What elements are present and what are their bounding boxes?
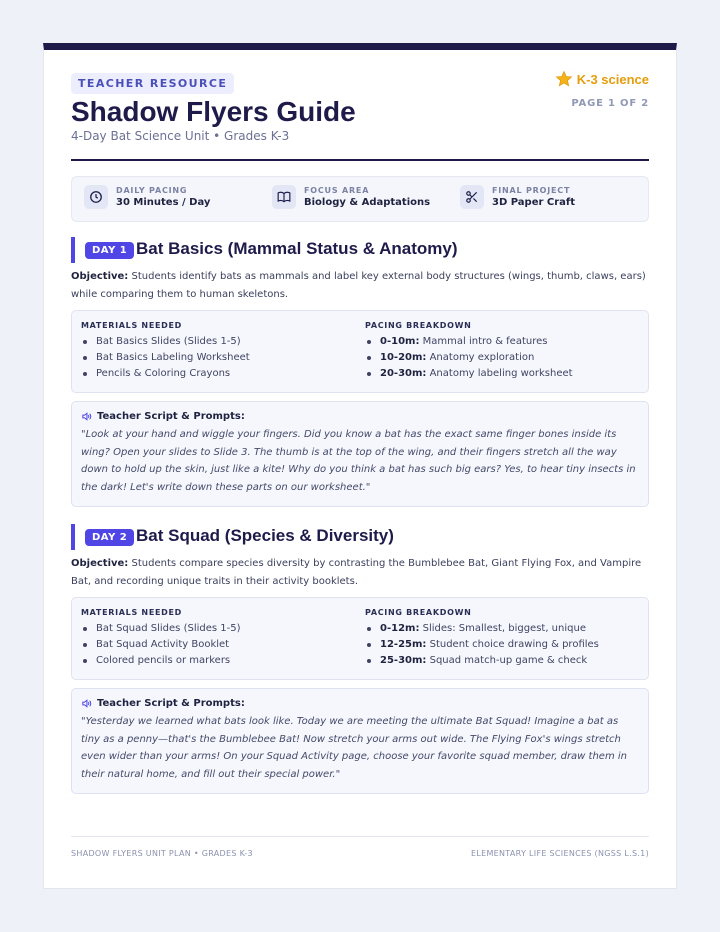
materials-heading: MATERIALS NEEDED (81, 608, 182, 617)
footer-divider (71, 836, 649, 837)
day-title: Bat Basics (Mammal Status & Anatomy) (136, 239, 458, 258)
stat-value: 30 Minutes / Day (116, 197, 211, 208)
list-item (365, 653, 599, 669)
resource-tag: TEACHER RESOURCE (71, 73, 234, 94)
day-1-details (71, 310, 649, 393)
list-item (365, 637, 599, 653)
pacing-time: 0-10m: (380, 336, 420, 347)
document-page (43, 43, 677, 889)
unit-stats (71, 176, 649, 222)
script-text: "Look at your hand and wiggle your fingers. Did you know a bat has the exact same finger bones inside its wing? Open your slides to Slide 3. The thumb is at the top of the wing, and their fingers stretch all the way down to hold up the skin, just like a kite! Why do you think a bat has such big ears? Yes, to hear tiny insects in the dark! Let's write down these parts on our worksheet." (81, 429, 636, 493)
stat-label: DAILY PACING (116, 186, 188, 195)
page-number: PAGE 1 OF 2 (571, 98, 649, 109)
page-title: Shadow Flyers Guide (71, 96, 356, 127)
pacing-heading: PACING BREAKDOWN (365, 608, 472, 617)
pacing-time: 20-30m: (380, 368, 427, 379)
stat-value: 3D Paper Craft (492, 197, 576, 208)
book-icon (272, 185, 296, 209)
pacing-desc: Anatomy labeling worksheet (429, 368, 573, 379)
pacing-list (365, 608, 599, 669)
script-text: "Yesterday we learned what bats look like. Today we are meeting the ultimate Bat Squad! Imagine a bat as tiny as a penny—that's the Bumblebee Bat! Now stretch your arms out wide. The Flying Fox's wings stretch even wider than your arms! On your Squad Activity page, choose your favorite squad member, draw them in their natural home, and fill out their special power." (81, 716, 627, 780)
stat-focus-area (272, 185, 430, 209)
stat-daily-pacing (84, 185, 210, 209)
pacing-list (365, 321, 573, 382)
stat-label: FOCUS AREA (304, 186, 370, 195)
stat-label: FINAL PROJECT (492, 186, 571, 195)
speaker-icon (81, 411, 92, 422)
footer-right: ELEMENTARY LIFE SCIENCES (NGSS L.S.1) (471, 849, 649, 858)
script-heading-label: Teacher Script & Prompts: (97, 698, 245, 709)
footer-left: SHADOW FLYERS UNIT PLAN • GRADES K-3 (71, 849, 253, 858)
day-1-header (71, 237, 649, 263)
day-2-header (71, 524, 649, 550)
list-item (365, 334, 573, 350)
list-item (365, 621, 599, 637)
script-heading-label: Teacher Script & Prompts: (97, 411, 245, 422)
stat-value: Biology & Adaptations (304, 197, 431, 208)
stat-final-project (460, 185, 575, 209)
list-item: Bat Squad Activity Booklet (81, 637, 241, 653)
day-1-objective (71, 268, 649, 304)
list-item (365, 366, 573, 382)
speaker-icon (81, 698, 92, 709)
objective-label: Objective: (71, 271, 129, 282)
materials-heading: MATERIALS NEEDED (81, 321, 182, 330)
day-2-details (71, 597, 649, 680)
clock-icon (84, 185, 108, 209)
script-heading (81, 698, 639, 709)
pacing-time: 10-20m: (380, 352, 427, 363)
page-subtitle: 4-Day Bat Science Unit • Grades K-3 (71, 129, 290, 143)
objective-text: Students compare species diversity by contrasting the Bumblebee Bat, Giant Flying Fox, and Vampire Bat, and recording unique traits in their activity booklets. (71, 558, 642, 587)
day-badge: DAY 2 (85, 529, 134, 546)
pacing-time: 0-12m: (380, 623, 420, 634)
list-item (365, 350, 573, 366)
pacing-desc: Slides: Smallest, biggest, unique (422, 623, 586, 634)
pacing-desc: Anatomy exploration (429, 352, 535, 363)
day-1-script (71, 401, 649, 507)
grade-badge-label: K-3 science (576, 71, 649, 87)
list-item: Bat Basics Slides (Slides 1-5) (81, 334, 250, 350)
pacing-desc: Student choice drawing & profiles (429, 639, 599, 650)
day-2-objective (71, 555, 649, 591)
pacing-heading: PACING BREAKDOWN (365, 321, 472, 330)
materials-list (81, 608, 241, 669)
grade-badge (555, 70, 649, 88)
list-item: Bat Squad Slides (Slides 1-5) (81, 621, 241, 637)
objective-label: Objective: (71, 558, 129, 569)
objective-text: Students identify bats as mammals and label key external body structures (wings, thumb, claws, ears) while comparing them to human skeletons. (71, 271, 646, 300)
script-heading (81, 411, 639, 422)
pacing-time: 25-30m: (380, 655, 427, 666)
pacing-time: 12-25m: (380, 639, 427, 650)
list-item: Bat Basics Labeling Worksheet (81, 350, 250, 366)
scissors-icon (460, 185, 484, 209)
list-item: Pencils & Coloring Crayons (81, 366, 250, 382)
day-title: Bat Squad (Species & Diversity) (136, 526, 394, 545)
day-2-script (71, 688, 649, 794)
star-icon (555, 70, 573, 88)
pacing-desc: Squad match-up game & check (429, 655, 588, 666)
materials-list (81, 321, 250, 382)
title-divider (71, 159, 649, 161)
day-badge: DAY 1 (85, 242, 134, 259)
list-item: Colored pencils or markers (81, 653, 241, 669)
pacing-desc: Mammal intro & features (422, 336, 548, 347)
